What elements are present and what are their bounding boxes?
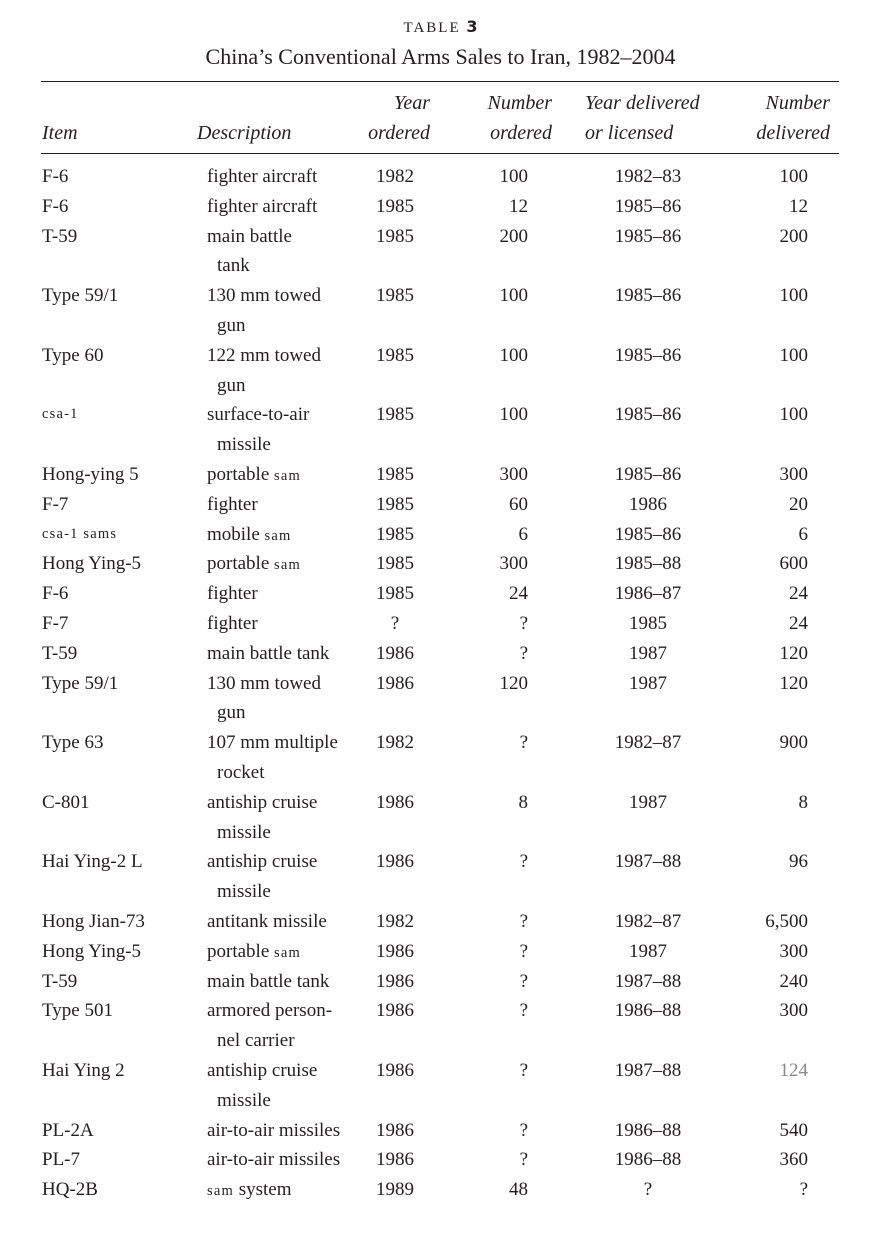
description-line: 130 mm towed (207, 285, 321, 307)
table-label (0, 17, 881, 37)
table-row (0, 996, 881, 1056)
cell-year-ordered: 1982 (376, 732, 414, 754)
cell-number-ordered: 200 (499, 225, 528, 247)
description-text: portable (207, 940, 275, 962)
header-item-text: Item (42, 122, 78, 144)
description-line: main battle tank (207, 642, 330, 664)
cell-description (207, 788, 357, 848)
header-number-delivered-line1: Number (765, 92, 830, 114)
cell-year-delivered: 1987–88 (614, 970, 682, 992)
description-line: fighter (207, 493, 258, 515)
header-year-delivered-line2: or licensed (585, 122, 674, 144)
top-rule (41, 81, 839, 82)
cell-item: PL-2A (42, 1119, 94, 1141)
cell-year-delivered: 1985–86 (614, 404, 682, 426)
description-wrap-line: missile (217, 434, 271, 456)
description-text: mobile (207, 523, 265, 545)
cell-description (207, 1145, 357, 1175)
header-number-ordered-line1: Number (487, 92, 552, 114)
cell-year-delivered: ? (643, 1179, 653, 1201)
cell-year-delivered: 1982–83 (614, 166, 682, 187)
cell-description (207, 937, 357, 969)
cell-year-delivered: 1987 (629, 940, 667, 962)
cell-number-delivered: 240 (779, 970, 808, 992)
cell-description (207, 192, 357, 222)
cell-year-ordered: ? (390, 612, 400, 634)
description-line: fighter aircraft (207, 166, 318, 187)
cell-description (207, 579, 357, 609)
description-line: 130 mm towed (207, 672, 321, 694)
description-wrap-line: missile (217, 881, 271, 903)
header-rule (41, 153, 839, 154)
cell-number-ordered: 12 (509, 195, 528, 217)
header-number-delivered (748, 88, 830, 148)
cell-year-ordered: 1986 (376, 642, 414, 664)
cell-year-delivered: 1985–88 (614, 553, 682, 575)
cell-number-delivered: 300 (779, 1000, 808, 1022)
cell-number-delivered: 100 (779, 166, 808, 187)
table-row (0, 1175, 881, 1205)
description-line: surface-to-air (207, 404, 310, 426)
cell-year-ordered: 1985 (376, 493, 414, 515)
cell-year-ordered: 1985 (376, 404, 414, 426)
cell-item: PL-7 (42, 1149, 80, 1171)
cell-number-delivered: 124 (779, 1059, 808, 1081)
header-description-text: Description (197, 122, 292, 144)
description-line: antitank missile (207, 910, 327, 932)
cell-number-delivered: 6,500 (765, 910, 808, 932)
cell-item: T-59 (42, 642, 78, 664)
cell-number-delivered: 200 (779, 225, 808, 247)
cell-year-delivered: 1987–88 (614, 1059, 682, 1081)
header-number-ordered (476, 88, 552, 148)
cell-year-delivered: 1986–88 (614, 1119, 682, 1141)
cell-item: F-7 (42, 612, 69, 634)
table-row (0, 579, 881, 609)
cell-year-delivered: 1987 (629, 672, 667, 694)
cell-number-ordered: 6 (518, 523, 528, 545)
cell-number-ordered: 100 (499, 344, 528, 366)
cell-year-delivered: 1985–86 (614, 463, 682, 485)
cell-year-delivered: 1985–86 (614, 195, 682, 217)
table-row (0, 788, 881, 848)
cell-year-ordered: 1986 (376, 851, 414, 873)
table-row (0, 907, 881, 937)
cell-number-delivered: 300 (779, 940, 808, 962)
cell-description (207, 907, 357, 937)
cell-number-ordered: 8 (518, 791, 528, 813)
cell-year-ordered: 1986 (376, 1000, 414, 1022)
description-abbrev: sam (207, 1183, 234, 1200)
table-row (0, 1145, 881, 1175)
cell-year-ordered: 1985 (376, 463, 414, 485)
table-row (0, 1116, 881, 1146)
cell-number-ordered: 48 (509, 1179, 528, 1201)
cell-year-ordered: 1982 (376, 910, 414, 932)
cell-year-delivered: 1982–87 (614, 910, 682, 932)
description-wrap-line: missile (217, 821, 271, 843)
description-abbrev: sam (274, 944, 301, 961)
cell-number-ordered: 24 (509, 583, 528, 605)
cell-year-delivered: 1982–87 (614, 732, 682, 754)
cell-item: Type 501 (42, 1000, 113, 1022)
cell-number-ordered: ? (519, 851, 528, 873)
cell-number-delivered: ? (799, 1179, 808, 1201)
cell-number-delivered: 100 (779, 285, 808, 307)
description-line: 107 mm multiple (207, 732, 338, 754)
table-body (0, 162, 881, 1205)
cell-number-ordered: ? (519, 1119, 528, 1141)
cell-number-ordered: ? (519, 910, 528, 932)
cell-description (207, 728, 357, 788)
description-line: antiship cruise (207, 791, 318, 813)
cell-year-ordered: 1986 (376, 1119, 414, 1141)
cell-number-ordered: 100 (499, 166, 528, 187)
cell-description (207, 460, 357, 492)
table-row (0, 967, 881, 997)
cell-item: Hai Ying 2 (42, 1059, 125, 1081)
description-line: fighter (207, 583, 258, 605)
cell-number-delivered: 100 (779, 344, 808, 366)
table-row (0, 609, 881, 639)
cell-item: Type 59/1 (42, 285, 119, 307)
cell-year-ordered: 1985 (376, 583, 414, 605)
header-number-delivered-line2: delivered (756, 122, 830, 144)
cell-number-delivered: 540 (779, 1119, 808, 1141)
description-abbrev: sam (264, 527, 292, 544)
cell-number-ordered: ? (519, 970, 528, 992)
cell-year-ordered: 1986 (376, 672, 414, 694)
table-row (0, 549, 881, 579)
cell-item: C-801 (42, 791, 90, 813)
cell-year-delivered: 1987–88 (614, 851, 682, 873)
header-year-delivered (585, 88, 700, 148)
description-line: armored person- (207, 1000, 333, 1022)
cell-year-ordered: 1985 (376, 344, 414, 366)
cell-item: Type 60 (42, 344, 104, 366)
cell-number-delivered: 12 (789, 195, 808, 217)
table-label-text: TABLE (403, 20, 461, 36)
description-line: air-to-air missiles (207, 1149, 341, 1171)
cell-number-delivered: 360 (779, 1149, 808, 1171)
cell-number-ordered: 300 (499, 553, 528, 575)
table-row (0, 847, 881, 907)
cell-description (207, 281, 357, 341)
cell-number-ordered: 60 (509, 493, 528, 515)
table-title: China’s Conventional Arms Sales to Iran, 1982–2004 (205, 44, 676, 69)
table-row (0, 490, 881, 520)
cell-number-delivered: 6 (798, 523, 808, 545)
cell-item: Hong-ying 5 (42, 463, 139, 485)
cell-description (207, 520, 357, 552)
description-text: system (233, 1179, 292, 1201)
cell-description (207, 609, 357, 639)
cell-number-delivered: 120 (779, 672, 808, 694)
description-text: portable (207, 463, 275, 485)
cell-year-ordered: 1985 (376, 523, 414, 545)
cell-number-delivered: 100 (779, 404, 808, 426)
table-number: 3 (466, 17, 478, 36)
description-wrap-line: gun (217, 374, 246, 396)
cell-item: F-6 (42, 166, 69, 187)
description-wrap-line: nel carrier (217, 1030, 295, 1052)
cell-item: Type 59/1 (42, 672, 119, 694)
cell-year-ordered: 1986 (376, 791, 414, 813)
header-year-ordered-line2: ordered (368, 122, 430, 144)
description-wrap-line: missile (217, 1089, 271, 1111)
cell-item: T-59 (42, 970, 78, 992)
table-row (0, 341, 881, 401)
table-row (0, 937, 881, 967)
description-wrap-line: gun (217, 314, 246, 336)
cell-item: Hai Ying-2 L (42, 851, 143, 873)
cell-year-delivered: 1985–86 (614, 225, 682, 247)
table-row (0, 669, 881, 729)
cell-number-delivered: 24 (789, 583, 808, 605)
cell-item: Hong Ying-5 (42, 553, 142, 575)
cell-number-delivered: 300 (779, 463, 808, 485)
table-row (0, 1056, 881, 1116)
cell-description (207, 1056, 357, 1116)
cell-number-ordered: ? (519, 1059, 528, 1081)
header-description (197, 118, 291, 148)
description-wrap-line: gun (217, 702, 246, 724)
description-line: 122 mm towed (207, 344, 321, 366)
cell-number-ordered: ? (519, 732, 528, 754)
cell-number-ordered: ? (519, 612, 528, 634)
cell-year-delivered: 1987 (629, 642, 667, 664)
description-line: air-to-air missiles (207, 1119, 341, 1141)
table-row (0, 222, 881, 282)
cell-item: Hong Jian-73 (42, 910, 145, 932)
cell-number-delivered: 120 (779, 642, 808, 664)
cell-year-delivered: 1987 (629, 791, 667, 813)
cell-year-ordered: 1986 (376, 940, 414, 962)
description-line: fighter (207, 612, 258, 634)
header-year-delivered-line1: Year delivered (585, 92, 700, 114)
cell-number-ordered: ? (519, 940, 528, 962)
cell-description (207, 400, 357, 460)
cell-number-delivered: 900 (779, 732, 808, 754)
description-abbrev: sam (274, 467, 301, 484)
cell-description (207, 967, 357, 997)
cell-year-ordered: 1989 (376, 1179, 414, 1201)
cell-description (207, 162, 357, 192)
cell-year-ordered: 1986 (376, 1059, 414, 1081)
cell-description (207, 341, 357, 401)
table-row (0, 162, 881, 192)
description-abbrev: sam (274, 557, 301, 574)
cell-item: F-7 (42, 493, 69, 515)
cell-number-ordered: 100 (499, 285, 528, 307)
cell-description (207, 1175, 357, 1207)
cell-item: HQ-2B (42, 1179, 98, 1201)
description-line: main battle (207, 225, 292, 247)
cell-year-ordered: 1982 (376, 166, 414, 187)
cell-description (207, 1116, 357, 1146)
cell-description (207, 222, 357, 282)
cell-year-delivered: 1985–86 (614, 285, 682, 307)
cell-number-ordered: ? (519, 642, 528, 664)
table-row (0, 192, 881, 222)
cell-number-ordered: ? (519, 1000, 528, 1022)
description-line: antiship cruise (207, 1059, 318, 1081)
cell-item: Hong Ying-5 (42, 940, 142, 962)
cell-item: F-6 (42, 583, 69, 605)
table-row (0, 520, 881, 550)
table-row (0, 400, 881, 460)
cell-number-ordered: 120 (499, 672, 528, 694)
cell-year-ordered: 1986 (376, 970, 414, 992)
cell-item: csa-1 sams (42, 525, 118, 542)
cell-year-delivered: 1986–88 (614, 1000, 682, 1022)
table-row (0, 639, 881, 669)
cell-description (207, 847, 357, 907)
description-wrap-line: rocket (217, 761, 265, 783)
header-item (42, 118, 78, 148)
cell-description (207, 490, 357, 520)
cell-description (207, 549, 357, 581)
cell-number-delivered: 96 (789, 851, 808, 873)
cell-year-delivered: 1986 (629, 493, 667, 515)
cell-item: Type 63 (42, 732, 104, 754)
cell-year-delivered: 1986–87 (614, 583, 682, 605)
header-number-ordered-line2: ordered (490, 122, 552, 144)
cell-year-ordered: 1986 (376, 1149, 414, 1171)
cell-description (207, 669, 357, 729)
table-row (0, 728, 881, 788)
cell-year-ordered: 1985 (376, 553, 414, 575)
cell-item: T-59 (42, 225, 78, 247)
cell-number-ordered: 300 (499, 463, 528, 485)
table-row (0, 281, 881, 341)
cell-item: csa-1 (42, 406, 79, 423)
cell-year-ordered: 1985 (376, 225, 414, 247)
cell-number-ordered: ? (519, 1149, 528, 1171)
cell-year-ordered: 1985 (376, 195, 414, 217)
description-line: main battle tank (207, 970, 330, 992)
cell-number-delivered: 24 (789, 612, 808, 634)
cell-year-delivered: 1985–86 (614, 523, 682, 545)
description-line: fighter aircraft (207, 195, 318, 217)
cell-year-delivered: 1986–88 (614, 1149, 682, 1171)
cell-description (207, 996, 357, 1056)
description-wrap-line: tank (217, 255, 250, 277)
table-row (0, 460, 881, 490)
description-line: antiship cruise (207, 851, 318, 873)
header-year-ordered-line1: Year (394, 92, 430, 114)
header-year-ordered (362, 88, 430, 148)
cell-number-delivered: 20 (789, 493, 808, 515)
cell-description (207, 639, 357, 669)
description-text: portable (207, 553, 275, 575)
cell-item: F-6 (42, 195, 69, 217)
cell-number-delivered: 8 (798, 791, 808, 813)
cell-year-ordered: 1985 (376, 285, 414, 307)
cell-year-delivered: 1985 (629, 612, 667, 634)
cell-year-delivered: 1985–86 (614, 344, 682, 366)
cell-number-ordered: 100 (499, 404, 528, 426)
cell-number-delivered: 600 (779, 553, 808, 575)
